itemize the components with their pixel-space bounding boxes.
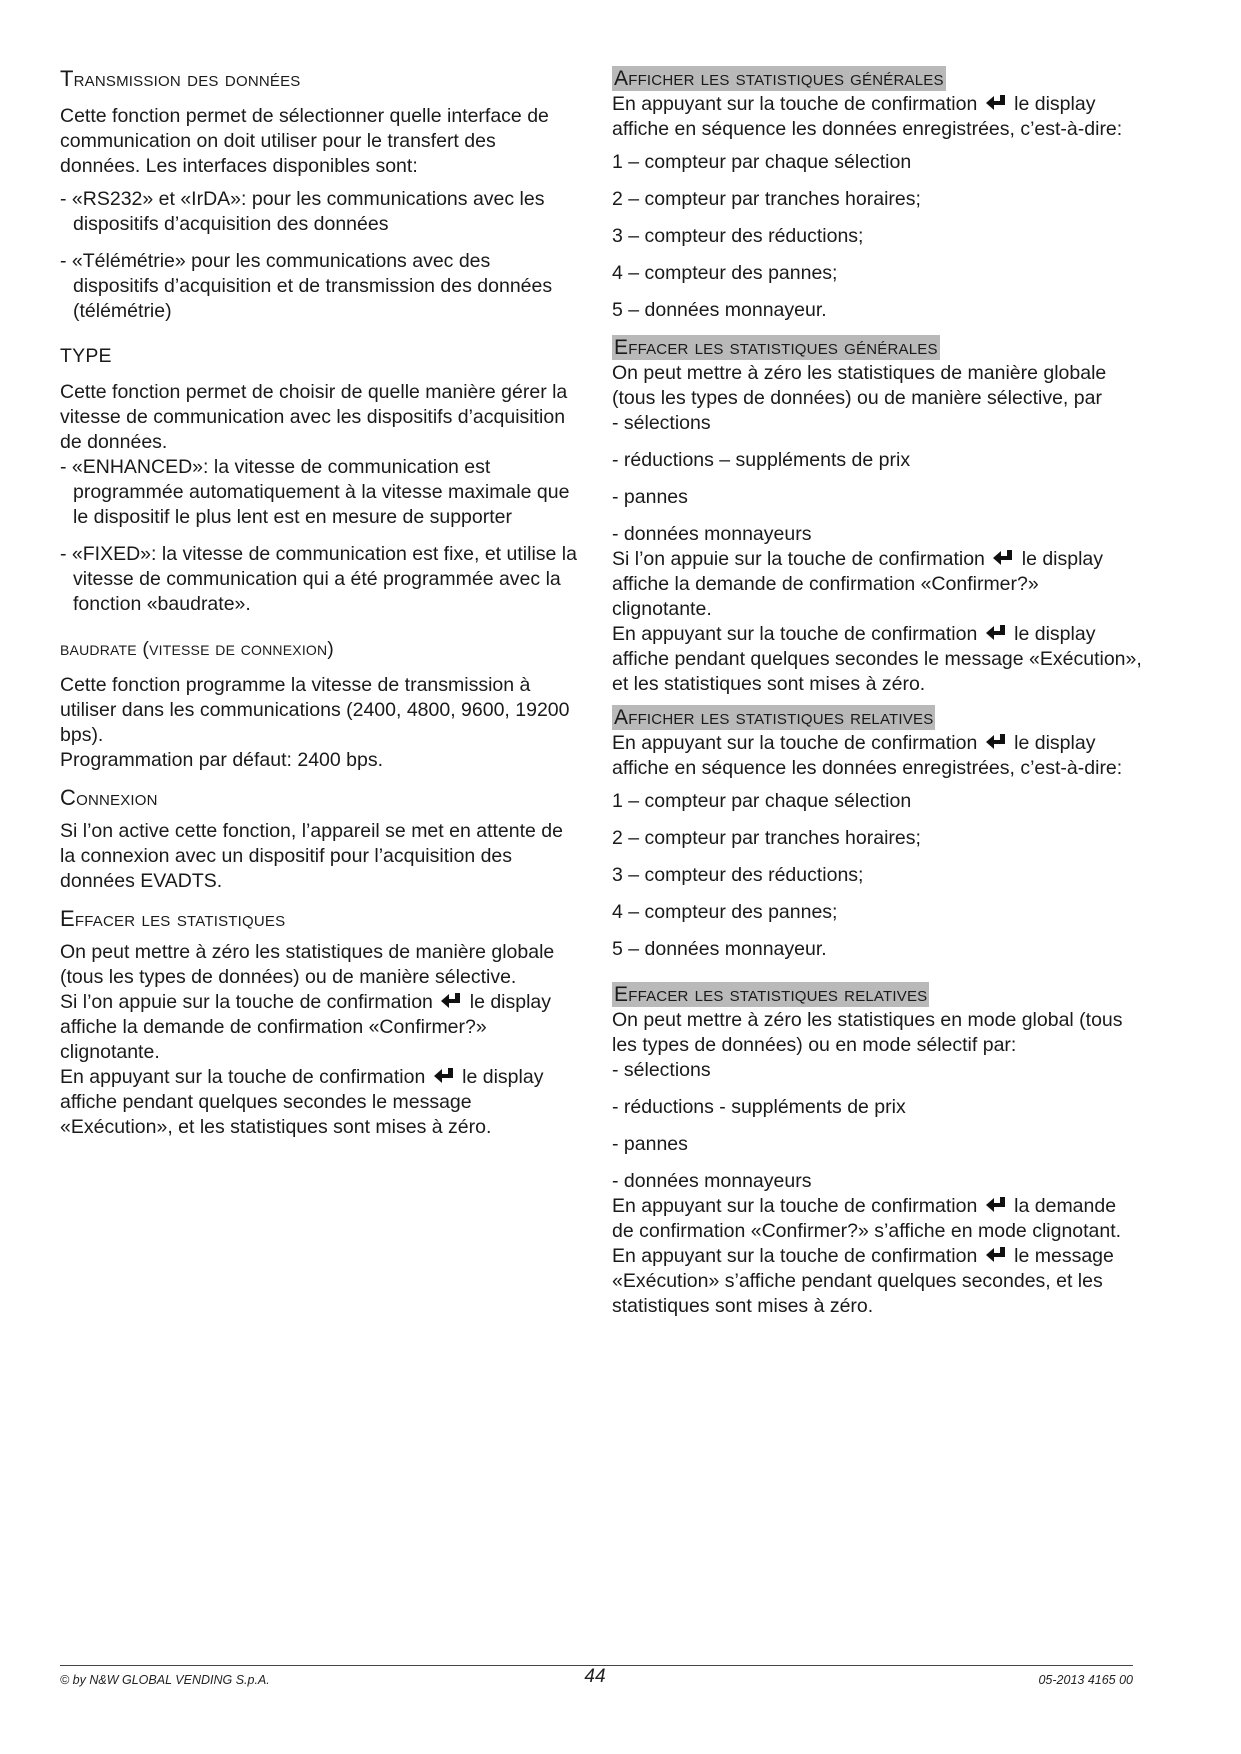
list-item: - réductions – suppléments de prix: [612, 449, 911, 471]
baudrate-default: Programmation par défaut: 2400 bps.: [60, 749, 384, 771]
list-item: - réductions - suppléments de prix: [612, 1096, 906, 1118]
left-column: [60, 66, 580, 1140]
effacer-relatives-text: On peut mettre à zéro les statistiques en mode global (tous les types de données) ou en mode sélectif par:: [612, 1009, 1123, 1056]
effacer-generales-confirm: Si l’on appuie sur la touche de confirmation le display affiche la demande de confirmation «Confirmer?» clignotante.: [612, 548, 1104, 620]
list-item: - pannes: [612, 486, 688, 508]
effacer-text: On peut mettre à zéro les statistiques de manière globale (tous les types de données) ou de manière sélective.: [60, 941, 555, 988]
section-title-effacer-generales: Effacer les statistiques générales: [614, 336, 938, 359]
right-column: [612, 66, 1142, 1319]
section-title-connexion: Connexion: [60, 785, 158, 810]
list-item: 1 – compteur par chaque sélection: [612, 790, 912, 812]
section-title-transmission: Transmission des données: [60, 66, 301, 91]
enter-key-icon: [992, 549, 1014, 567]
afficher-relatives-text: En appuyant sur la touche de confirmation le display affiche en séquence les données enregistrées, c’est-à-dire:: [612, 732, 1123, 779]
list-item: 5 – données monnayeur.: [612, 299, 827, 321]
effacer-generales-execution: En appuyant sur la touche de confirmation le display affiche pendant quelques secondes le message «Exécution», et les statistiques sont mises à zéro.: [612, 623, 1142, 695]
list-item: - sélections: [612, 412, 711, 434]
connexion-text: Si l’on active cette fonction, l’appareil se met en attente de la connexion avec un dispositif pour l’acquisition des données EVADTS.: [60, 820, 563, 892]
page-number: 44: [584, 1666, 606, 1687]
list-item: 2 – compteur par tranches horaires;: [612, 827, 921, 849]
list-item: 3 – compteur des réductions;: [612, 864, 864, 886]
effacer-execution-text: En appuyant sur la touche de confirmation le display affiche pendant quelques secondes le message «Exécution», et les statistiques sont mises à zéro.: [60, 1066, 544, 1138]
list-item: 1 – compteur par chaque sélection: [612, 151, 912, 173]
transmission-item: - «RS232» et «IrDA»: pour les communications avec les dispositifs d’acquisition des données: [60, 188, 545, 235]
list-item: 2 – compteur par tranches horaires;: [612, 188, 921, 210]
section-title-afficher-relatives: Afficher les statistiques relatives: [614, 706, 934, 729]
type-intro: Cette fonction permet de choisir de quelle manière gérer la vitesse de communication avec les dispositifs d’acquisition de données.: [60, 381, 568, 453]
section-title-baudrate: baudrate (vitesse de connexion): [60, 638, 335, 660]
footer-copyright: © by N&W GLOBAL VENDING S.p.A.: [60, 1673, 270, 1687]
list-item: 4 – compteur des pannes;: [612, 262, 838, 284]
section-title-type: TYPE: [60, 345, 112, 367]
list-item: - sélections: [612, 1059, 711, 1081]
section-title-effacer-relatives: Effacer les statistiques relatives: [614, 983, 928, 1006]
list-item: 4 – compteur des pannes;: [612, 901, 838, 923]
enter-key-icon: [985, 624, 1007, 642]
list-item: 3 – compteur des réductions;: [612, 225, 864, 247]
list-item: - données monnayeurs: [612, 1170, 812, 1192]
enter-key-icon: [985, 1196, 1007, 1214]
section-title-afficher-generales: Afficher les statistiques générales: [614, 67, 944, 90]
transmission-intro: Cette fonction permet de sélectionner quelle interface de communication on doit utiliser pour le transfert des données. Les interfaces disponibles sont:: [60, 105, 549, 177]
baudrate-text: Cette fonction programme la vitesse de transmission à utiliser dans les communications (2400, 4800, 9600, 19200 bps).: [60, 674, 570, 746]
section-title-effacer: Effacer les statistiques: [60, 906, 286, 931]
effacer-confirm-text: Si l’on appuie sur la touche de confirmation le display affiche la demande de confirmation «Confirmer?» clignotante.: [60, 991, 552, 1063]
list-item: - pannes: [612, 1133, 688, 1155]
effacer-relatives-execution: En appuyant sur la touche de confirmation le message «Exécution» s’affiche pendant quelques secondes, et les statistiques sont mises à zéro.: [612, 1245, 1114, 1317]
afficher-generales-text: En appuyant sur la touche de confirmation le display affiche en séquence les données enregistrées, c’est-à-dire:: [612, 93, 1123, 140]
effacer-relatives-confirm: En appuyant sur la touche de confirmation la demande de confirmation «Confirmer?» s’affiche en mode clignotant.: [612, 1195, 1122, 1242]
transmission-item: - «Télémétrie» pour les communications avec des dispositifs d’acquisition et de transmission des données (télémétrie): [60, 250, 553, 322]
enter-key-icon: [985, 733, 1007, 751]
enter-key-icon: [985, 1246, 1007, 1264]
list-item: 5 – données monnayeur.: [612, 938, 827, 960]
list-item: - données monnayeurs: [612, 523, 812, 545]
enter-key-icon: [985, 94, 1007, 112]
enter-key-icon: [433, 1067, 455, 1085]
enter-key-icon: [440, 992, 462, 1010]
effacer-generales-text: On peut mettre à zéro les statistiques de manière globale (tous les types de données) ou de manière sélective, par: [612, 362, 1107, 409]
type-item: - «ENHANCED»: la vitesse de communication est programmée automatiquement à la vitesse maximale que le dispositif le plus lent est en mesure de supporter: [60, 456, 570, 528]
footer-doc-code: 05-2013 4165 00: [1038, 1673, 1133, 1687]
type-item: - «FIXED»: la vitesse de communication est fixe, et utilise la vitesse de communication qui a été programmée avec la fonction «baudrate».: [60, 543, 577, 615]
